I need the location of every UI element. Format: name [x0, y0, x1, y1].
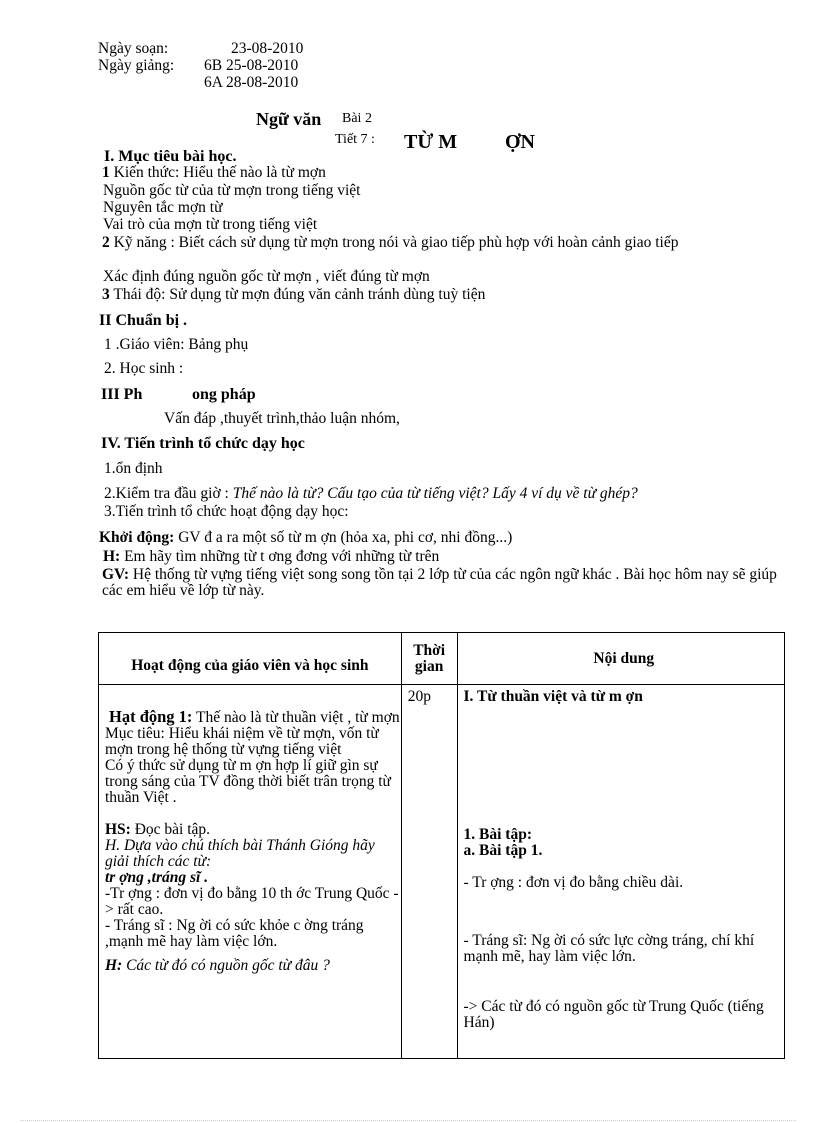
objective-text-5: Kỹ năng : Biết cách sử dụng từ mợn trong nói và giao tiếp phù hợp với hoàn cảnh giao tiếp — [113, 234, 679, 251]
content-definition-2: - Tráng sĩ: Ng ời có sức lực cờng tráng, chí khí mạnh mẽ, hay làm việc lớn. — [463, 932, 755, 965]
time-cell: 20p — [401, 685, 457, 1059]
objective-line-1 — [102, 165, 326, 181]
process-step-2-label: 2.Kiểm tra đầu giờ : — [104, 485, 229, 502]
content-conclusion: -> Các từ đó có nguồn gốc từ Trung Quốc (tiếng Hán) — [463, 998, 764, 1031]
teach-date-label: Ngày giảng: — [98, 57, 175, 74]
teach-date-6b: 6B 25-08-2010 — [204, 57, 299, 74]
content-definition-1: - Tr ợng : đơn vị đo bằng chiều dài. — [463, 874, 684, 891]
period-number: Tiết 7 : — [335, 132, 375, 147]
objective-line-5 — [102, 235, 782, 251]
section-heading-method-a: III Ph — [101, 386, 143, 403]
activity-1-text: Thế nào là từ thuần việt , từ mợn — [196, 709, 400, 726]
section-heading-preparation: II Chuẩn bị . — [99, 312, 188, 329]
answer-2: - Tráng sĩ : Ng ời có sức khỏe c ờng tráng ,mạnh mẽ hay làm việc lớn. — [105, 917, 364, 950]
question-2-text: Các từ đó có nguồn gốc từ đâu ? — [126, 957, 330, 974]
objective-number-2: 2 — [102, 234, 110, 251]
section-heading-method-b: ong pháp — [192, 386, 256, 403]
objective-line-6: Xác định đúng nguồn gốc từ mợn , viết đúng từ mợn — [103, 268, 430, 285]
question-label: H: — [103, 548, 121, 565]
topic-title-part-a: TỪ M — [404, 131, 458, 153]
table-header-row — [99, 633, 785, 685]
objective-line-3: Nguyên tắc mợn từ — [103, 199, 223, 216]
objective-line-7 — [102, 287, 485, 303]
objective-text-7: Thái độ: Sử dụng từ mợn đúng văn cảnh tránh dùng tuỳ tiện — [113, 286, 486, 303]
question-2-label: H: — [105, 957, 123, 974]
prep-date: 23-08-2010 — [231, 40, 304, 57]
activity-1-title — [105, 709, 401, 726]
exercise-a-title: a. Bài tập 1. — [463, 842, 543, 859]
process-step-1: 1.ổn định — [104, 460, 163, 477]
content-cell — [457, 685, 784, 1059]
subject-title: Ngữ văn — [256, 109, 322, 129]
table-row — [99, 685, 785, 1059]
student-label: HS: — [105, 821, 131, 838]
objective-number-1: 1 — [102, 164, 110, 181]
method-text: Vấn đáp ,thuyết trình,thảo luận nhóm, — [164, 410, 400, 427]
activity-attitude: Có ý thức sử dụng từ m ợn hợp lí giữ gìn sự trong sáng của TV đồng thời biết trân trọng từ thuần Việt . — [105, 757, 391, 806]
answer-1: -Tr ợng : đơn vị đo bằng 10 th ớc Trung Quốc -> rất cao. — [105, 885, 399, 918]
teach-date-6a: 6A 28-08-2010 — [204, 74, 299, 91]
warm-up-text: GV đ a ra một số từ m ợn (hỏa xa, phi cơ, nhi đồng...) — [178, 529, 513, 546]
teacher-label: GV: — [102, 566, 129, 583]
teacher-text: Hệ thống từ vựng tiếng việt song song tồn tại 2 lớp từ của các ngôn ngữ khác . Bài học hôm nay sẽ giúp các em hiểu về lớp từ này. — [102, 566, 777, 599]
question-1-words: tr ợng ,tráng sĩ . — [105, 869, 209, 886]
section-heading-process: IV. Tiến trình tổ chức dạy học — [101, 435, 305, 452]
objective-number-3: 3 — [102, 286, 110, 303]
warm-up-line — [99, 530, 512, 546]
lesson-number: Bài 2 — [342, 111, 372, 126]
objective-text-1: Kiến thức: Hiểu thế nào là từ mợn — [113, 164, 326, 181]
question-1: H. Dựa vào chú thích bài Thánh Gióng hãy giải thích các từ: — [105, 837, 375, 870]
student-text: Đọc bài tập. — [134, 821, 211, 838]
activity-goal: Mục tiêu: Hiểu khái niệm về từ mợn, vốn từ mợn trong hệ thống từ vựng tiếng việt — [105, 725, 379, 758]
question-text: Em hãy tìm những từ t ơng đơng với những từ trên — [124, 548, 440, 565]
student-task — [105, 822, 401, 838]
warm-up-label: Khởi động: — [99, 529, 175, 546]
objective-line-2: Nguồn gốc từ của từ mợn trong tiếng việt — [103, 182, 361, 199]
activity-1-label: Hạt động 1: — [109, 707, 193, 726]
lesson-activity-table — [98, 632, 785, 1059]
content-heading: I. Từ thuần việt và từ m ợn — [463, 688, 643, 705]
objective-line-4: Vai trò của mợn từ trong tiếng việt — [103, 216, 318, 233]
process-step-2 — [104, 486, 638, 502]
process-step-3: 3.Tiến trình tổ chức hoạt động dạy học: — [104, 503, 349, 520]
question-line — [103, 549, 439, 565]
exercise-title: 1. Bài tập: — [463, 826, 532, 843]
question-2 — [105, 958, 401, 974]
page-bottom-border — [20, 1120, 796, 1121]
activities-cell — [99, 685, 402, 1059]
prep-date-label: Ngày soạn: — [98, 40, 169, 57]
preparation-student: 2. Học sinh : — [104, 360, 184, 377]
column-header-time: Thời gian — [401, 633, 457, 685]
preparation-teacher: 1 .Giáo viên: Bảng phụ — [104, 336, 249, 353]
section-heading-objectives: I. Mục tiêu bài học. — [104, 148, 237, 165]
topic-title-part-b: ỢN — [505, 131, 535, 153]
column-header-activities: Hoạt động của giáo viên và học sinh — [99, 633, 402, 685]
teacher-intro — [102, 567, 782, 599]
process-step-2-question: Thế nào là từ? Cấu tạo của từ tiếng việt? Lấy 4 ví dụ về từ ghép? — [232, 485, 638, 502]
column-header-content: Nội dung — [457, 633, 784, 685]
